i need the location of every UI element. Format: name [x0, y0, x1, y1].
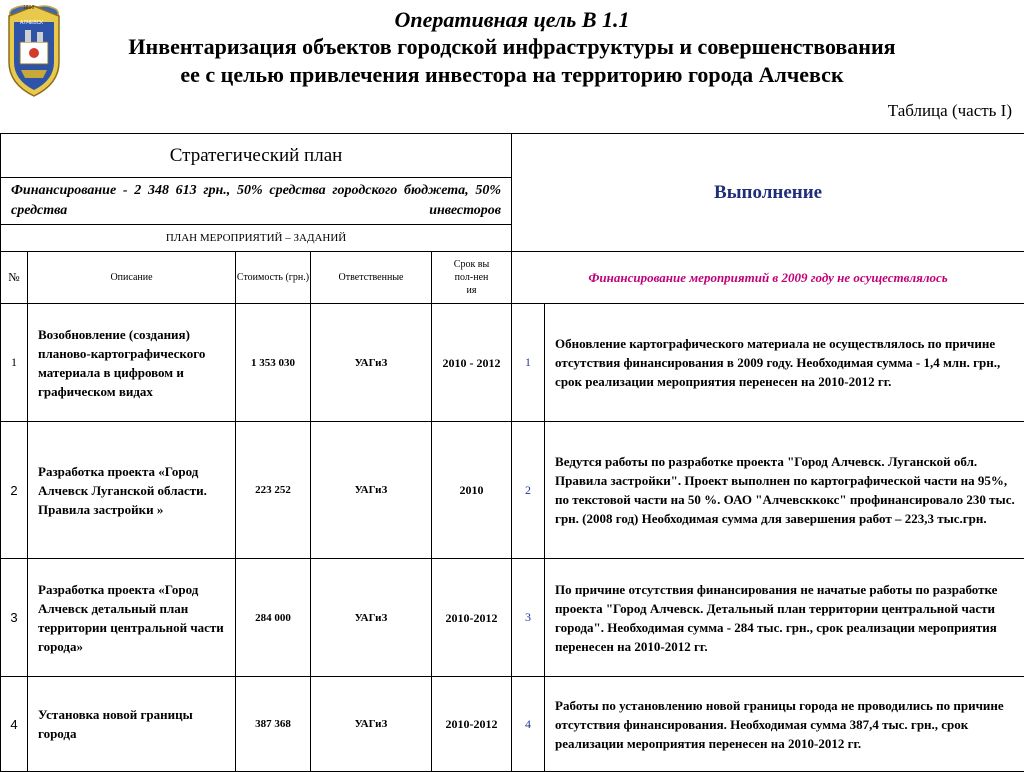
execution-number: 2	[512, 422, 545, 559]
row-cost: 387 368	[236, 677, 311, 772]
row-cost: 1 353 030	[236, 304, 311, 422]
emblem-year: 1896	[23, 5, 34, 11]
table-row	[1, 677, 1024, 772]
financing-2009-note: Финансирование мероприятий в 2009 году не осуществлялось	[512, 252, 1024, 304]
execution-result: Работы по установлению новой границы города не проводились по причине отсутствия финансирования. Необходимая сумма 387,4 тыс. грн., срок реализации мероприятия перенесен на 2010-2012 гг.	[545, 677, 1024, 772]
row-term: 2010-2012	[432, 559, 512, 677]
table-caption: Таблица (часть I)	[888, 101, 1012, 121]
execution-result: Ведутся работы по разработке проекта "Город Алчевск. Луганской обл. Правила застройки". Проект выполнен по картографической части на 95%, по текстовой части на 50 %. ОАО "Алчевсккокс" профинансировало 230 тыс. грн. (2008 год) Необходимая сумма для завершения работ – 223,3 тыс.грн.	[545, 422, 1024, 559]
emblem-name: АЛЧЕВСК	[20, 20, 43, 26]
execution-result: По причине отсутствия финансирования не начатые работы по разработке проекта "Город Алчевск. Детальный план территории центральной части города". Необходимая сумма - 284 тыс. грн., срок реализации мероприятия перенесен на 2010-2012 гг.	[545, 559, 1024, 677]
execution-number: 1	[512, 304, 545, 422]
column-description: Описание	[28, 252, 236, 304]
table-row	[1, 559, 1024, 677]
column-cost: Стоимость (грн.)	[236, 252, 311, 304]
operational-goal: Оперативная цель В 1.1	[70, 6, 954, 33]
row-cost: 223 252	[236, 422, 311, 559]
row-responsible: УАГиЗ	[311, 559, 432, 677]
row-number: 4	[1, 677, 28, 772]
execution-number: 3	[512, 559, 545, 677]
table-row	[1, 422, 1024, 559]
financing-note: Финансирование - 2 348 613 грн., 50% средства городского бюджета, 50% средства инвесторов	[1, 178, 512, 225]
column-number: №	[1, 252, 28, 304]
strategic-plan-header: Стратегический план	[1, 134, 512, 178]
row-description: Установка новой границы города	[28, 677, 236, 772]
row-description: Возобновление (создания) планово-картографического материала в цифровом и графическом видах	[28, 304, 236, 422]
plan-tasks-header: ПЛАН МЕРОПРИЯТИЙ – ЗАДАНИЙ	[1, 225, 512, 252]
column-responsible: Ответственные	[311, 252, 432, 304]
row-responsible: УАГиЗ	[311, 422, 432, 559]
column-term-label: Срок выпол-нения	[454, 258, 490, 297]
page-title-line-2: ее с целью привлечения инвестора на территорию города Алчевск	[70, 61, 954, 89]
row-description: Разработка проекта «Город Алчевск Луганской области. Правила застройки »	[28, 422, 236, 559]
execution-header: Выполнение	[512, 134, 1024, 252]
table-row	[1, 304, 1024, 422]
row-term: 2010	[432, 422, 512, 559]
row-number: 2	[1, 422, 28, 559]
plan-table	[0, 133, 1024, 772]
execution-number: 4	[512, 677, 545, 772]
column-term	[432, 252, 512, 304]
execution-result: Обновление картографического материала не осуществлялось по причине отсутствия финансирования в 2009 году. Необходимая сумма - 1,4 млн. грн., срок реализации мероприятия перенесен на 2010-2012 гг.	[545, 304, 1024, 422]
city-emblem	[3, 2, 65, 100]
page-title-line-1: Инвентаризация объектов городской инфраструктуры и совершенствования	[70, 33, 954, 61]
row-number: 1	[1, 304, 28, 422]
page-header	[70, 6, 954, 89]
row-responsible: УАГиЗ	[311, 677, 432, 772]
row-description: Разработка проекта «Город Алчевск детальный план территории центральной части города»	[28, 559, 236, 677]
row-number: 3	[1, 559, 28, 677]
row-responsible: УАГиЗ	[311, 304, 432, 422]
row-cost: 284 000	[236, 559, 311, 677]
row-term: 2010-2012	[432, 677, 512, 772]
row-term: 2010 - 2012	[432, 304, 512, 422]
